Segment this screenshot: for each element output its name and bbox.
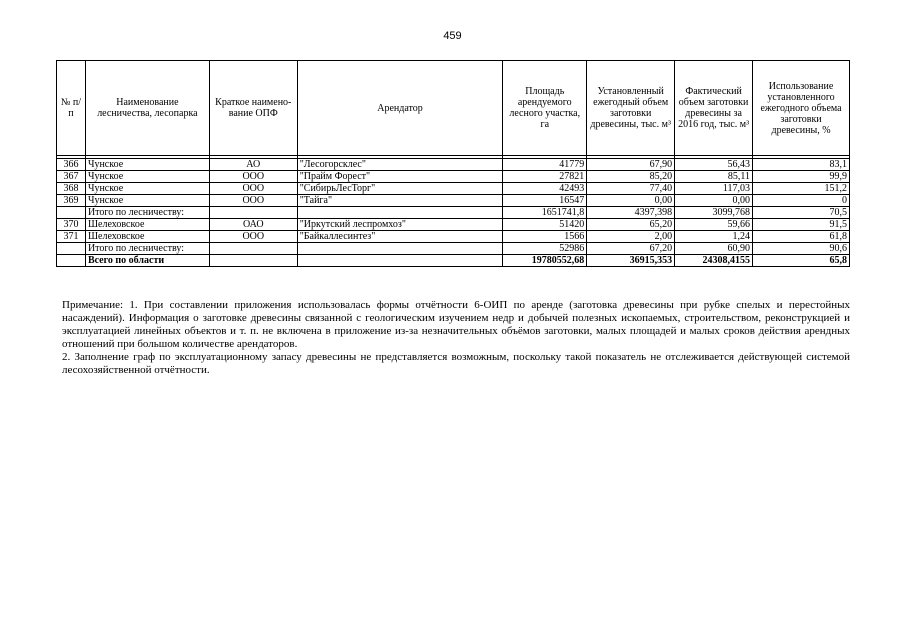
header-opf: Краткое наимено-вание ОПФ	[209, 61, 297, 156]
cell-usage: 70,5	[753, 207, 850, 219]
cell-forestry: Чунское	[85, 183, 209, 195]
cell-num: 366	[57, 159, 86, 171]
table-row	[57, 243, 850, 255]
cell-num	[57, 207, 86, 219]
header-area: Площадь арендуемого лесного участка, га	[503, 61, 587, 156]
table-row	[57, 255, 850, 267]
cell-area: 19780552,68	[503, 255, 587, 267]
header-planned: Установленный ежегодный объем заготовки древесины, тыс. м³	[587, 61, 675, 156]
cell-actual: 85,11	[675, 171, 753, 183]
cell-actual: 59,66	[675, 219, 753, 231]
cell-actual: 60,90	[675, 243, 753, 255]
cell-num: 367	[57, 171, 86, 183]
cell-opf	[209, 207, 297, 219]
table-row	[57, 219, 850, 231]
cell-area: 42493	[503, 183, 587, 195]
cell-actual: 0,00	[675, 195, 753, 207]
cell-tenant	[297, 255, 503, 267]
cell-num	[57, 255, 86, 267]
cell-opf: АО	[209, 159, 297, 171]
cell-planned: 65,20	[587, 219, 675, 231]
table-row	[57, 207, 850, 219]
cell-tenant	[297, 207, 503, 219]
cell-usage: 65,8	[753, 255, 850, 267]
cell-num: 370	[57, 219, 86, 231]
cell-actual: 117,03	[675, 183, 753, 195]
cell-usage: 90,6	[753, 243, 850, 255]
forestry-lease-table	[56, 60, 850, 267]
table-row	[57, 183, 850, 195]
table-row	[57, 159, 850, 171]
cell-actual: 3099,768	[675, 207, 753, 219]
cell-planned: 67,90	[587, 159, 675, 171]
footnote-paragraph-2: 2. Заполнение граф по эксплуатационному запасу древесины не представляется возможным, поскольку такой показатель не отслеживается действующей системой лесохозяйственной отчётности.	[62, 351, 850, 376]
cell-opf	[209, 255, 297, 267]
cell-area: 52986	[503, 243, 587, 255]
cell-opf: ООО	[209, 231, 297, 243]
cell-opf	[209, 243, 297, 255]
cell-usage: 91,5	[753, 219, 850, 231]
cell-opf: ООО	[209, 171, 297, 183]
cell-opf: ООО	[209, 183, 297, 195]
cell-num	[57, 243, 86, 255]
cell-tenant: "Иркутский леспромхоз"	[297, 219, 503, 231]
cell-num: 368	[57, 183, 86, 195]
table-header-row	[57, 61, 850, 156]
table-row	[57, 195, 850, 207]
cell-forestry: Шелеховское	[85, 231, 209, 243]
cell-tenant: "Байкаллесинтез"	[297, 231, 503, 243]
cell-planned: 67,20	[587, 243, 675, 255]
cell-forestry: Всего по области	[85, 255, 209, 267]
cell-tenant	[297, 243, 503, 255]
footnote-paragraph-1: Примечание: 1. При составлении приложения использовалась формы отчётности 6-ОИП по аренде (заготовка древесины при рубке спелых и перестойных насаждений). Информация о заготовке древесины связанной с геологическим изучением недр и добычей полезных ископаемых, строительством, реконструкцией и эксплуатацией линейных объектов и т. п. не включена в приложение из-за незначительных объёмов заготовки, малых площадей и малых сроков действия арендных отношений при большом количестве арендаторов.	[62, 299, 850, 350]
footnote	[62, 299, 850, 377]
cell-area: 1651741,8	[503, 207, 587, 219]
cell-area: 27821	[503, 171, 587, 183]
cell-area: 16547	[503, 195, 587, 207]
header-num: № п/п	[57, 61, 86, 156]
cell-usage: 61,8	[753, 231, 850, 243]
cell-num: 369	[57, 195, 86, 207]
cell-tenant: "Прайм Форест"	[297, 171, 503, 183]
cell-planned: 0,00	[587, 195, 675, 207]
table-row	[57, 231, 850, 243]
cell-usage: 0	[753, 195, 850, 207]
cell-opf: ООО	[209, 195, 297, 207]
table-row	[57, 171, 850, 183]
cell-planned: 36915,353	[587, 255, 675, 267]
cell-actual: 24308,4155	[675, 255, 753, 267]
cell-tenant: "СибирьЛесТорг"	[297, 183, 503, 195]
cell-area: 41779	[503, 159, 587, 171]
header-actual: Фактический объем заготовки древесины за 2016 год, тыс. м³	[675, 61, 753, 156]
cell-actual: 1,24	[675, 231, 753, 243]
cell-num: 371	[57, 231, 86, 243]
cell-planned: 77,40	[587, 183, 675, 195]
table-body	[57, 159, 850, 267]
cell-forestry: Итого по лесничеству:	[85, 243, 209, 255]
cell-forestry: Чунское	[85, 171, 209, 183]
cell-tenant: "Тайга"	[297, 195, 503, 207]
cell-opf: ОАО	[209, 219, 297, 231]
cell-forestry: Чунское	[85, 159, 209, 171]
cell-usage: 99,9	[753, 171, 850, 183]
cell-planned: 4397,398	[587, 207, 675, 219]
cell-tenant: "Лесогорсклес"	[297, 159, 503, 171]
header-tenant: Арендатор	[297, 61, 503, 156]
header-forestry: Наименование лесничества, лесопарка	[85, 61, 209, 156]
cell-forestry: Итого по лесничеству:	[85, 207, 209, 219]
cell-forestry: Шелеховское	[85, 219, 209, 231]
cell-actual: 56,43	[675, 159, 753, 171]
cell-planned: 85,20	[587, 171, 675, 183]
cell-area: 51420	[503, 219, 587, 231]
cell-area: 1566	[503, 231, 587, 243]
cell-usage: 83,1	[753, 159, 850, 171]
page-number: 459	[443, 30, 462, 42]
header-usage: Использование установленного ежегодного объема заготовки древесины, %	[753, 61, 850, 156]
cell-planned: 2,00	[587, 231, 675, 243]
cell-usage: 151,2	[753, 183, 850, 195]
cell-forestry: Чунское	[85, 195, 209, 207]
